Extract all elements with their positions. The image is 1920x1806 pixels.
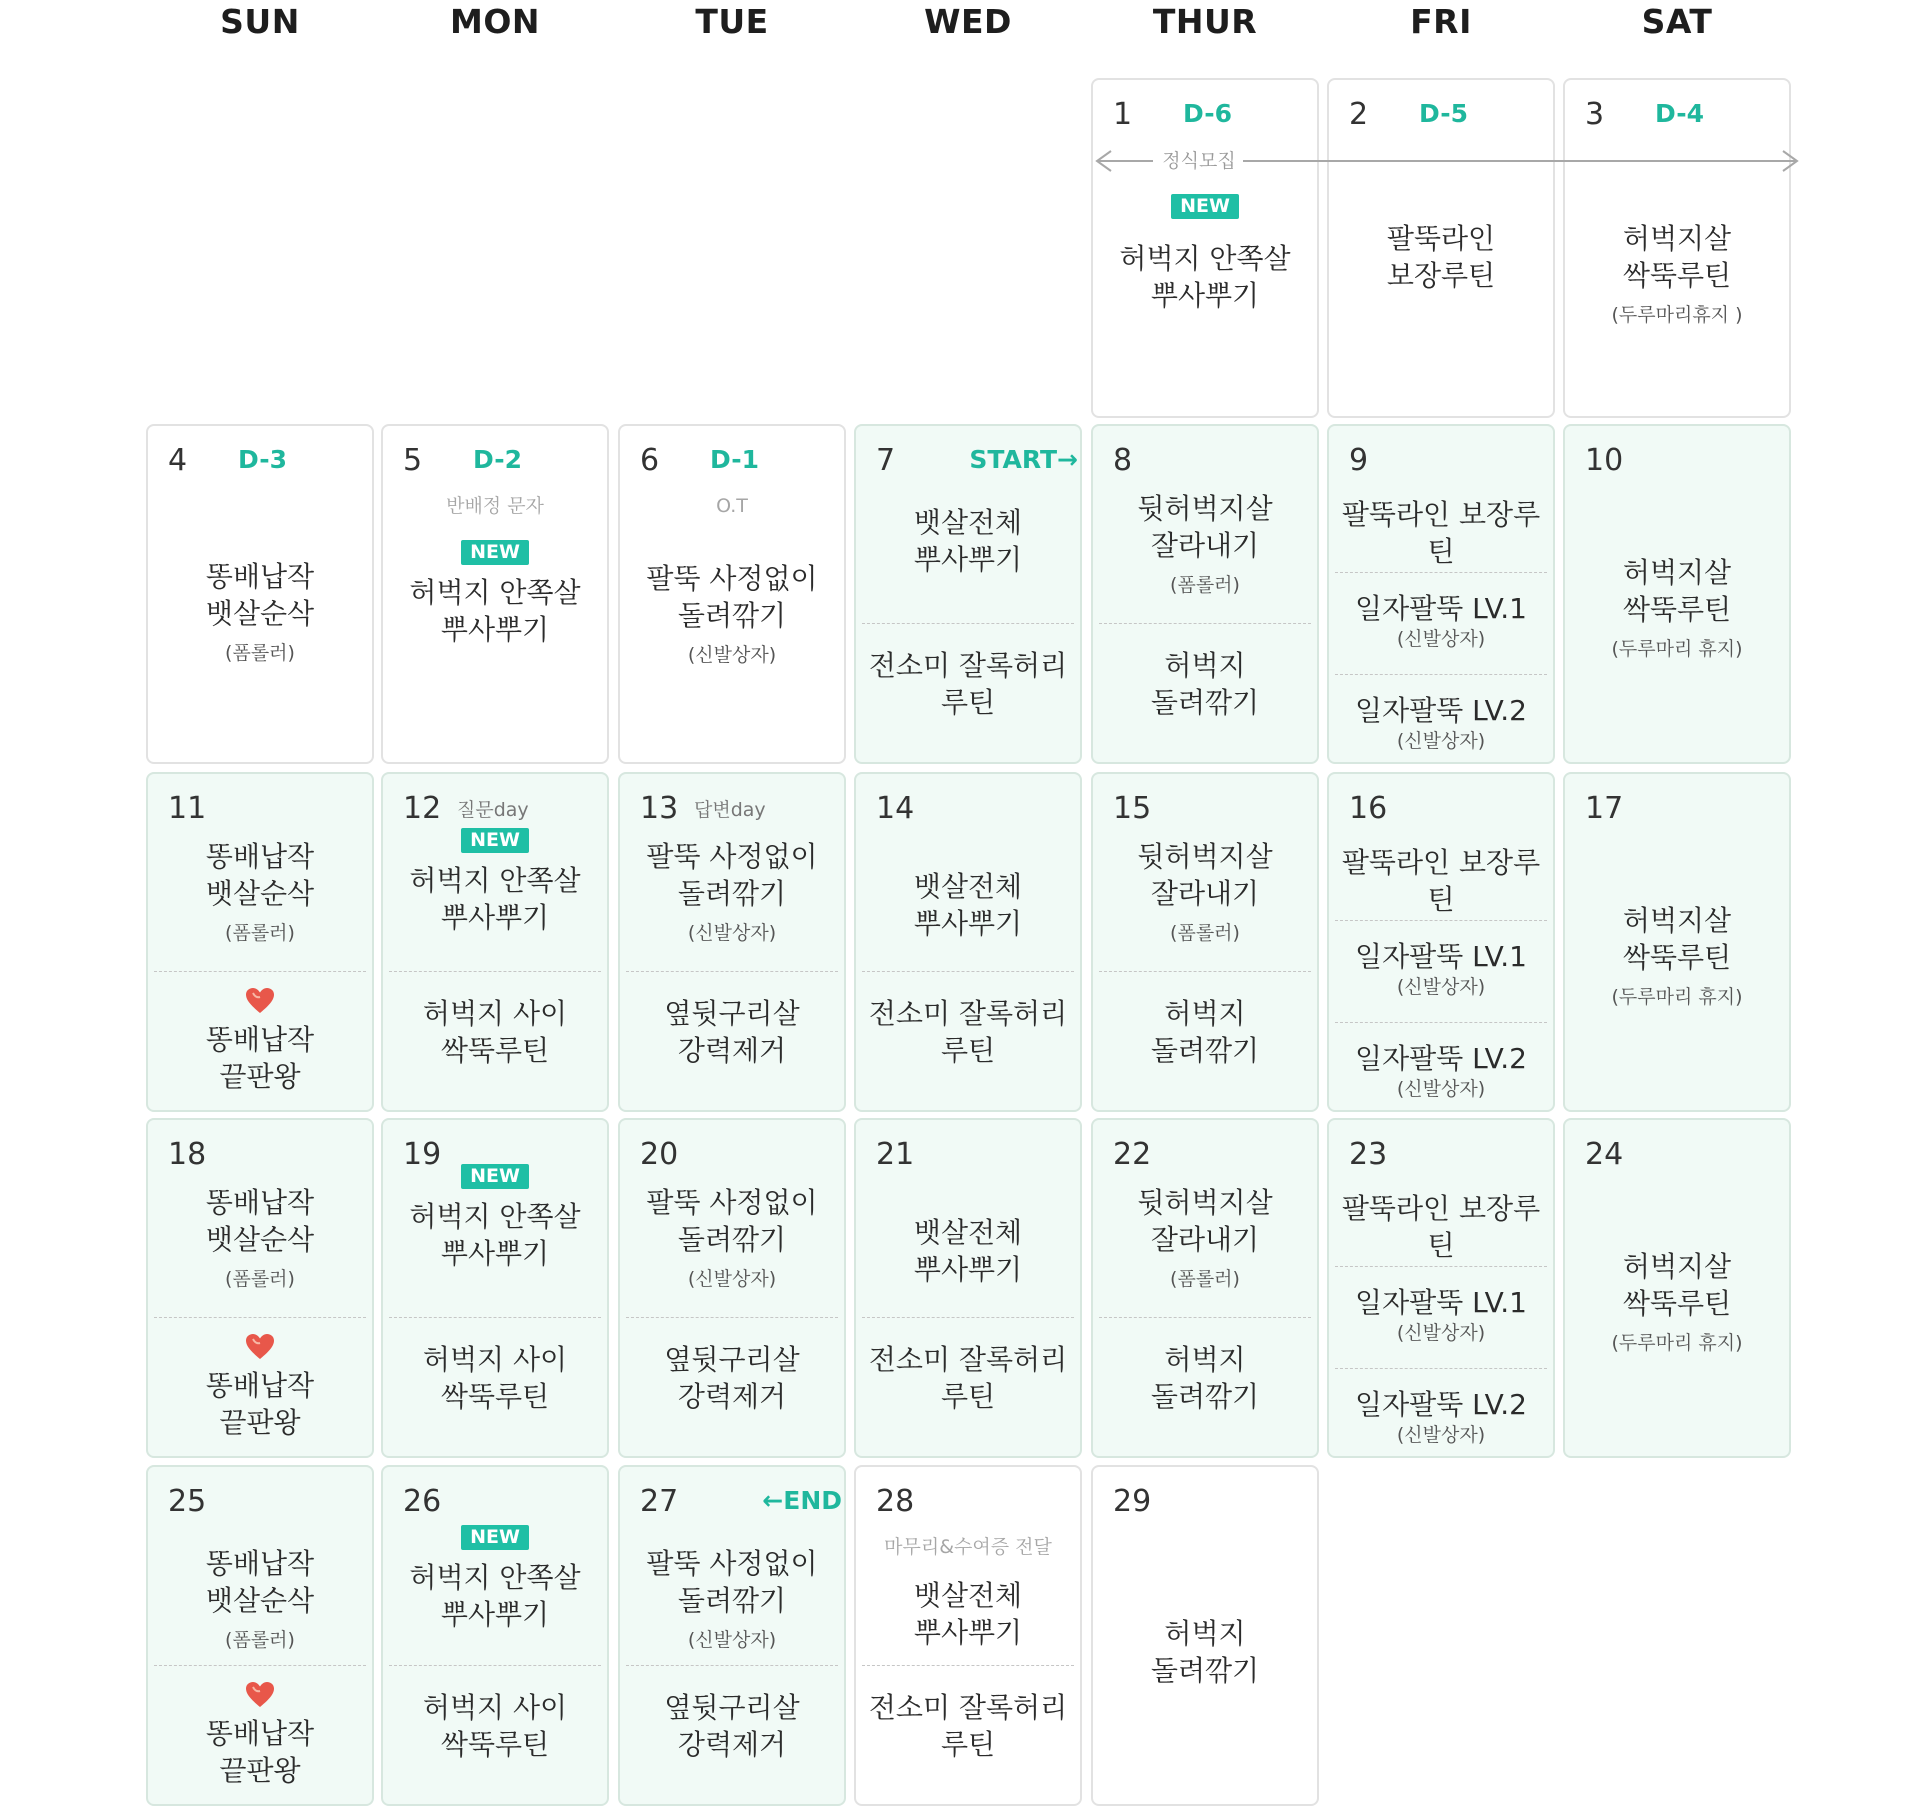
workout-title: 뿌사뿌기 <box>913 543 1023 576</box>
day-cell[interactable] <box>381 424 609 764</box>
event-note: 마무리&수여증 전달 <box>884 1536 1052 1558</box>
workout-title: 허벅지 안쪽살 <box>409 576 581 609</box>
workout-title: 뿌사뿌기 <box>440 901 550 934</box>
heart-icon <box>244 985 276 1017</box>
equipment-note: (폼롤러) <box>225 922 295 944</box>
workout-title: 허벅지 안쪽살 <box>409 1561 581 1594</box>
weekday-header: FRI <box>1410 2 1472 41</box>
countdown-tag: D-3 <box>238 445 287 474</box>
divider <box>389 971 601 972</box>
day-cell[interactable] <box>1563 772 1791 1112</box>
divider <box>1335 572 1547 573</box>
new-badge: NEW <box>461 1525 529 1550</box>
equipment-note: (신발상자) <box>1396 1078 1486 1100</box>
recruitment-period-arrow <box>1093 148 1801 174</box>
workout-title: 돌려깎기 <box>1150 1380 1260 1413</box>
day-cell[interactable] <box>1091 1118 1319 1458</box>
workout-title: 뿌사뿌기 <box>440 1598 550 1631</box>
workout-title: 루틴 <box>940 1380 996 1413</box>
divider <box>862 971 1074 972</box>
day-cell[interactable] <box>618 424 846 764</box>
event-note: O.T <box>716 495 748 517</box>
event-note: 질문day <box>457 799 529 821</box>
day-number: 21 <box>876 1137 915 1172</box>
workout-title: 싹뚝루틴 <box>1622 941 1732 974</box>
new-badge: NEW <box>461 828 529 853</box>
workout-title: 끝판왕 <box>219 1060 301 1093</box>
workout-title: 뱃살전체 <box>913 870 1023 903</box>
workout-title: 강력제거 <box>677 1380 787 1413</box>
day-number: 25 <box>168 1484 207 1519</box>
workout-title: 일자팔뚝 LV.2 <box>1355 694 1527 727</box>
workout-title: 뱃살순삭 <box>205 597 315 630</box>
workout-title: 전소미 잘록허리 <box>868 1691 1068 1724</box>
workout-title: 허벅지 사이 <box>422 997 568 1030</box>
workout-title: 팔뚝라인 <box>1386 222 1496 255</box>
workout-title: 뿌사뿌기 <box>913 1616 1023 1649</box>
divider <box>154 971 366 972</box>
divider <box>1099 623 1311 624</box>
day-cell[interactable] <box>854 1118 1082 1458</box>
divider <box>1099 1317 1311 1318</box>
equipment-note: (신발상자) <box>687 1268 777 1290</box>
day-number: 27 <box>640 1484 679 1519</box>
workout-title: 강력제거 <box>677 1034 787 1067</box>
workout-title: 싹뚝루틴 <box>440 1728 550 1761</box>
workout-title: 뱃살순삭 <box>205 1223 315 1256</box>
workout-title: 똥배납작 <box>205 840 315 873</box>
workout-title: 뿌사뿌기 <box>440 613 550 646</box>
countdown-tag: D-1 <box>710 445 759 474</box>
day-cell[interactable] <box>1091 772 1319 1112</box>
day-number: 26 <box>403 1484 442 1519</box>
workout-title: 싹뚝루틴 <box>440 1380 550 1413</box>
day-number: 28 <box>876 1484 915 1519</box>
countdown-tag: ←END <box>762 1486 842 1515</box>
equipment-note: (폼롤러) <box>1170 1268 1240 1290</box>
event-note: 답변day <box>694 799 766 821</box>
divider <box>389 1665 601 1666</box>
workout-title: 일자팔뚝 LV.1 <box>1355 940 1527 973</box>
workout-title: 잘라내기 <box>1150 877 1260 910</box>
day-cell[interactable] <box>1091 1465 1319 1806</box>
workout-title: 일자팔뚝 LV.2 <box>1355 1042 1527 1075</box>
equipment-note: (신발상자) <box>1396 1424 1486 1446</box>
workout-title: 끝판왕 <box>219 1754 301 1787</box>
equipment-note: (폼롤러) <box>225 1268 295 1290</box>
workout-title: 팔뚝라인 보장루틴 <box>1341 846 1541 916</box>
day-cell[interactable] <box>146 1118 374 1458</box>
workout-title: 허벅지 안쪽살 <box>409 1200 581 1233</box>
divider <box>626 971 838 972</box>
day-cell[interactable] <box>146 772 374 1112</box>
divider <box>1335 1368 1547 1369</box>
workout-title: 팔뚝 사정없이 <box>646 1547 818 1580</box>
day-number: 12 <box>403 791 442 826</box>
day-cell[interactable] <box>854 1465 1082 1806</box>
divider <box>862 1317 1074 1318</box>
equipment-note: (두루마리 휴지) <box>1611 986 1743 1008</box>
workout-title: 뱃살전체 <box>913 1579 1023 1612</box>
divider <box>862 623 1074 624</box>
equipment-note: (두루마리 휴지) <box>1611 638 1743 660</box>
workout-title: 똥배납작 <box>205 1023 315 1056</box>
equipment-note: (신발상자) <box>1396 628 1486 650</box>
day-cell[interactable] <box>146 1465 374 1806</box>
workout-title: 팔뚝라인 보장루틴 <box>1341 1192 1541 1262</box>
day-cell[interactable] <box>1327 424 1555 764</box>
weekday-header: WED <box>924 2 1012 41</box>
day-number: 19 <box>403 1137 442 1172</box>
workout-title: 잘라내기 <box>1150 1223 1260 1256</box>
weekday-header: THUR <box>1152 2 1258 41</box>
day-number: 9 <box>1349 443 1369 478</box>
workout-title: 일자팔뚝 LV.2 <box>1355 1388 1527 1421</box>
workout-title: 전소미 잘록허리 <box>868 649 1068 682</box>
equipment-note: (두루마리 휴지) <box>1611 1332 1743 1354</box>
day-number: 24 <box>1585 1137 1624 1172</box>
workout-title: 돌려깎기 <box>677 1584 787 1617</box>
divider <box>626 1317 838 1318</box>
divider <box>1335 920 1547 921</box>
workout-title: 보장루틴 <box>1386 259 1496 292</box>
equipment-note: (신발상자) <box>687 922 777 944</box>
workout-title: 전소미 잘록허리 <box>868 997 1068 1030</box>
equipment-note: (신발상자) <box>1396 1322 1486 1344</box>
workout-title: 뿌사뿌기 <box>913 1253 1023 1286</box>
workout-title: 끝판왕 <box>219 1406 301 1439</box>
event-note: 반배정 문자 <box>446 495 544 517</box>
equipment-note: (폼롤러) <box>225 642 295 664</box>
workout-title: 똥배납작 <box>205 1186 315 1219</box>
workout-title: 돌려깎기 <box>1150 1034 1260 1067</box>
day-number: 13 <box>640 791 679 826</box>
workout-title: 옆뒷구리살 <box>664 997 800 1030</box>
day-cell[interactable] <box>618 1118 846 1458</box>
workout-title: 뒷허벅지살 <box>1137 492 1273 525</box>
day-cell[interactable] <box>146 424 374 764</box>
day-cell[interactable] <box>1327 1118 1555 1458</box>
weekday-header: MON <box>449 2 540 41</box>
workout-title: 허벅지살 <box>1622 904 1732 937</box>
day-cell[interactable] <box>618 772 846 1112</box>
workout-title: 뿌사뿌기 <box>913 907 1023 940</box>
equipment-note: (폼롤러) <box>1170 574 1240 596</box>
workout-title: 일자팔뚝 LV.1 <box>1355 1286 1527 1319</box>
workout-title: 허벅지 <box>1164 1617 1246 1650</box>
workout-title: 돌려깎기 <box>677 599 787 632</box>
workout-title: 옆뒷구리살 <box>664 1691 800 1724</box>
new-badge: NEW <box>461 540 529 565</box>
workout-title: 뒷허벅지살 <box>1137 840 1273 873</box>
equipment-note: (신발상자) <box>1396 730 1486 752</box>
equipment-note: (폼롤러) <box>1170 922 1240 944</box>
new-badge: NEW <box>1171 194 1239 219</box>
day-number: 20 <box>640 1137 679 1172</box>
day-number: 29 <box>1113 1484 1152 1519</box>
day-number: 2 <box>1349 97 1369 132</box>
day-cell[interactable] <box>1327 78 1555 418</box>
divider <box>389 1317 601 1318</box>
workout-title: 팔뚝 사정없이 <box>646 840 818 873</box>
day-cell[interactable] <box>381 772 609 1112</box>
day-number: 22 <box>1113 1137 1152 1172</box>
workout-title: 옆뒷구리살 <box>664 1343 800 1376</box>
workout-title: 루틴 <box>940 1034 996 1067</box>
day-cell[interactable] <box>1563 1118 1791 1458</box>
equipment-note: (신발상자) <box>1396 976 1486 998</box>
day-number: 15 <box>1113 791 1152 826</box>
workout-title: 허벅지 <box>1164 1343 1246 1376</box>
workout-title: 허벅지 안쪽살 <box>1119 242 1291 275</box>
workout-title: 똥배납작 <box>205 1547 315 1580</box>
equipment-note: (폼롤러) <box>225 1629 295 1651</box>
day-cell[interactable] <box>854 424 1082 764</box>
workout-title: 싹뚝루틴 <box>1622 593 1732 626</box>
day-cell[interactable] <box>381 1118 609 1458</box>
workout-title: 뱃살전체 <box>913 1216 1023 1249</box>
countdown-tag: D-2 <box>473 445 522 474</box>
divider <box>154 1317 366 1318</box>
day-cell[interactable] <box>618 1465 846 1806</box>
day-number: 7 <box>876 443 896 478</box>
workout-title: 뿌사뿌기 <box>440 1237 550 1270</box>
weekday-header: SUN <box>220 2 300 41</box>
day-number: 14 <box>876 791 915 826</box>
workout-title: 똥배납작 <box>205 1369 315 1402</box>
day-cell[interactable] <box>1091 78 1319 418</box>
day-number: 6 <box>640 443 660 478</box>
weekday-header: TUE <box>695 2 769 41</box>
workout-title: 일자팔뚝 LV.1 <box>1355 592 1527 625</box>
divider <box>626 1665 838 1666</box>
new-badge: NEW <box>461 1164 529 1189</box>
equipment-note: (신발상자) <box>687 1629 777 1651</box>
workout-title: 루틴 <box>940 1728 996 1761</box>
equipment-note: (신발상자) <box>687 644 777 666</box>
day-number: 4 <box>168 443 188 478</box>
workout-title: 팔뚝 사정없이 <box>646 562 818 595</box>
day-number: 5 <box>403 443 423 478</box>
day-cell[interactable] <box>854 772 1082 1112</box>
workout-title: 팔뚝 사정없이 <box>646 1186 818 1219</box>
workout-title: 허벅지살 <box>1622 1250 1732 1283</box>
heart-icon <box>244 1331 276 1363</box>
day-number: 8 <box>1113 443 1133 478</box>
equipment-note: (두루마리휴지 ) <box>1611 304 1743 326</box>
recruitment-label: 정식모집 <box>1162 150 1236 172</box>
divider <box>1335 1266 1547 1267</box>
day-number: 10 <box>1585 443 1624 478</box>
day-cell[interactable] <box>1563 78 1791 418</box>
workout-title: 싹뚝루틴 <box>440 1034 550 1067</box>
workout-title: 똥배납작 <box>205 560 315 593</box>
workout-title: 돌려깎기 <box>1150 686 1260 719</box>
workout-title: 허벅지 사이 <box>422 1691 568 1724</box>
day-number: 3 <box>1585 97 1605 132</box>
workout-title: 싹뚝루틴 <box>1622 1287 1732 1320</box>
workout-title: 전소미 잘록허리 <box>868 1343 1068 1376</box>
workout-title: 팔뚝라인 보장루틴 <box>1341 498 1541 568</box>
day-cell[interactable] <box>1091 424 1319 764</box>
day-cell[interactable] <box>381 1465 609 1806</box>
workout-title: 잘라내기 <box>1150 529 1260 562</box>
workout-title: 허벅지 <box>1164 649 1246 682</box>
countdown-tag: START→ <box>969 445 1078 474</box>
workout-title: 루틴 <box>940 686 996 719</box>
countdown-tag: D-4 <box>1655 99 1704 128</box>
workout-title: 허벅지 <box>1164 997 1246 1030</box>
workout-title: 똥배납작 <box>205 1717 315 1750</box>
divider <box>1335 674 1547 675</box>
workout-title: 돌려깎기 <box>677 1223 787 1256</box>
workout-title: 허벅지살 <box>1622 556 1732 589</box>
workout-title: 싹뚝루틴 <box>1622 259 1732 292</box>
day-number: 11 <box>168 791 207 826</box>
day-number: 23 <box>1349 1137 1388 1172</box>
workout-title: 뱃살순삭 <box>205 877 315 910</box>
divider <box>1335 1022 1547 1023</box>
divider <box>154 1665 366 1666</box>
day-number: 1 <box>1113 97 1133 132</box>
workout-title: 허벅지살 <box>1622 222 1732 255</box>
day-cell[interactable] <box>1327 772 1555 1112</box>
day-number: 16 <box>1349 791 1388 826</box>
workout-title: 허벅지 안쪽살 <box>409 864 581 897</box>
workout-title: 허벅지 사이 <box>422 1343 568 1376</box>
workout-title: 돌려깎기 <box>1150 1654 1260 1687</box>
workout-title: 돌려깎기 <box>677 877 787 910</box>
countdown-tag: D-6 <box>1183 99 1232 128</box>
divider <box>862 1665 1074 1666</box>
workout-title: 뱃살순삭 <box>205 1584 315 1617</box>
workout-title: 뒷허벅지살 <box>1137 1186 1273 1219</box>
day-number: 18 <box>168 1137 207 1172</box>
weekday-header: SAT <box>1641 2 1713 41</box>
countdown-tag: D-5 <box>1419 99 1468 128</box>
divider <box>1099 971 1311 972</box>
workout-title: 강력제거 <box>677 1728 787 1761</box>
day-cell[interactable] <box>1563 424 1791 764</box>
day-number: 17 <box>1585 791 1624 826</box>
workout-title: 뿌사뿌기 <box>1150 279 1260 312</box>
heart-icon <box>244 1679 276 1711</box>
workout-title: 뱃살전체 <box>913 506 1023 539</box>
